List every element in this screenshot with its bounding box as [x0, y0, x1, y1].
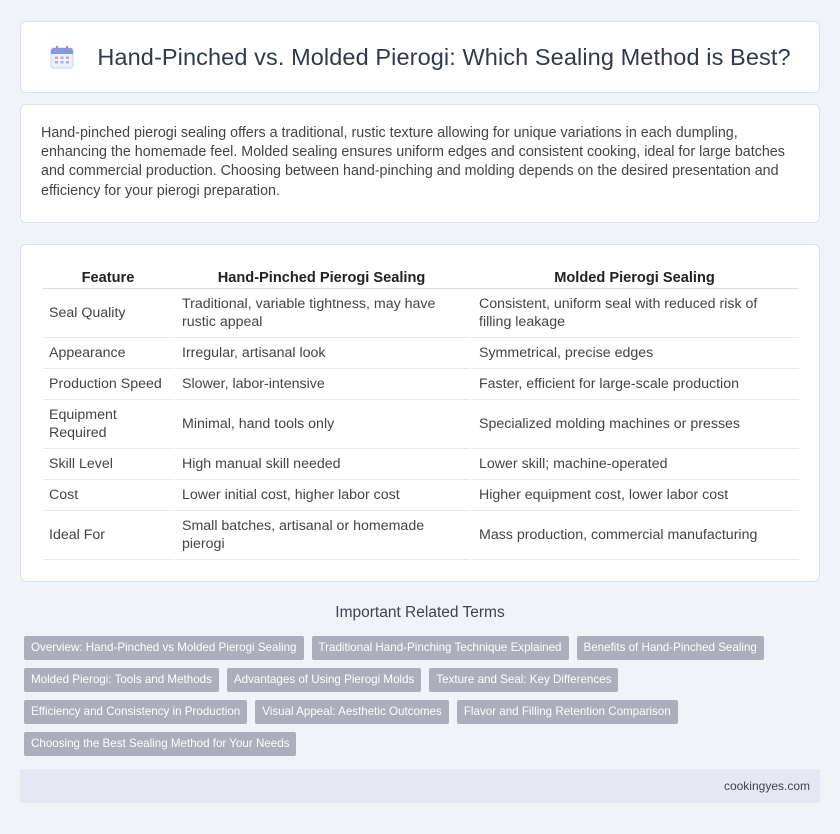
related-terms-title: Important Related Terms: [335, 604, 505, 621]
table-cell-feature: Cost: [43, 480, 173, 511]
table-header-molded: Molded Pierogi Sealing: [470, 263, 799, 289]
table-row: [43, 289, 799, 338]
intro-text: Hand-pinched pierogi sealing offers a traditional, rustic texture allowing for unique variations in each dumpling, enhancing the homemade feel. Molded sealing ensures uniform edges and consistent cooking, ideal for large batches and commercial production. Choosing between hand-pinching and molding depends on the desired presentation and efficiency for your pierogi preparation.: [41, 125, 785, 199]
related-term-tag[interactable]: Molded Pierogi: Tools and Methods: [24, 668, 219, 692]
related-term-tag[interactable]: Texture and Seal: Key Differences: [429, 668, 618, 692]
intro-card: [20, 104, 820, 223]
table-header-feature: Feature: [43, 263, 173, 289]
table-cell-feature: Skill Level: [43, 449, 173, 480]
table-row: [43, 338, 799, 369]
related-terms-list: [24, 636, 824, 764]
footer-site-link[interactable]: cookingyes.com: [723, 779, 810, 793]
table-cell-hand-pinched: Slower, labor-intensive: [173, 369, 470, 400]
comparison-table: [43, 263, 799, 560]
table-cell-hand-pinched: Lower initial cost, higher labor cost: [173, 480, 470, 511]
related-term-tag[interactable]: Overview: Hand-Pinched vs Molded Pierogi Sealing: [24, 636, 304, 660]
table-cell-feature: Appearance: [43, 338, 173, 369]
related-term-tag[interactable]: Traditional Hand-Pinching Technique Explained: [312, 636, 569, 660]
table-cell-hand-pinched: High manual skill needed: [173, 449, 470, 480]
related-term-tag[interactable]: Visual Appeal: Aesthetic Outcomes: [255, 700, 449, 724]
header-card: [20, 21, 820, 93]
table-row: [43, 449, 799, 480]
page-title: Hand-Pinched vs. Molded Pierogi: Which Sealing Method is Best?: [97, 43, 791, 70]
table-row: [43, 480, 799, 511]
table-cell-molded: Lower skill; machine-operated: [470, 449, 799, 480]
table-cell-molded: Faster, efficient for large-scale production: [470, 369, 799, 400]
table-cell-hand-pinched: Minimal, hand tools only: [173, 400, 470, 449]
table-row: [43, 511, 799, 560]
table-cell-molded: Higher equipment cost, lower labor cost: [470, 480, 799, 511]
footer: [20, 769, 820, 803]
table-row: [43, 400, 799, 449]
table-header-hand-pinched: Hand-Pinched Pierogi Sealing: [173, 263, 470, 289]
related-term-tag[interactable]: Efficiency and Consistency in Production: [24, 700, 247, 724]
table-cell-molded: Consistent, uniform seal with reduced risk of filling leakage: [470, 289, 799, 338]
table-cell-feature: Production Speed: [43, 369, 173, 400]
table-cell-feature: Seal Quality: [43, 289, 173, 338]
related-term-tag[interactable]: Choosing the Best Sealing Method for Your Needs: [24, 732, 296, 756]
table-cell-feature: Equipment Required: [43, 400, 173, 449]
table-row: [43, 369, 799, 400]
related-term-tag[interactable]: Benefits of Hand-Pinched Sealing: [577, 636, 764, 660]
related-term-tag[interactable]: Flavor and Filling Retention Comparison: [457, 700, 678, 724]
related-term-tag[interactable]: Advantages of Using Pierogi Molds: [227, 668, 421, 692]
table-cell-molded: Mass production, commercial manufacturing: [470, 511, 799, 560]
table-cell-molded: Specialized molding machines or presses: [470, 400, 799, 449]
table-cell-molded: Symmetrical, precise edges: [470, 338, 799, 369]
comparison-table-card: [20, 244, 820, 582]
table-cell-hand-pinched: Small batches, artisanal or homemade pierogi: [173, 511, 470, 560]
table-cell-hand-pinched: Irregular, artisanal look: [173, 338, 470, 369]
table-cell-hand-pinched: Traditional, variable tightness, may have rustic appeal: [173, 289, 470, 338]
calendar-icon: [49, 44, 75, 70]
table-cell-feature: Ideal For: [43, 511, 173, 560]
